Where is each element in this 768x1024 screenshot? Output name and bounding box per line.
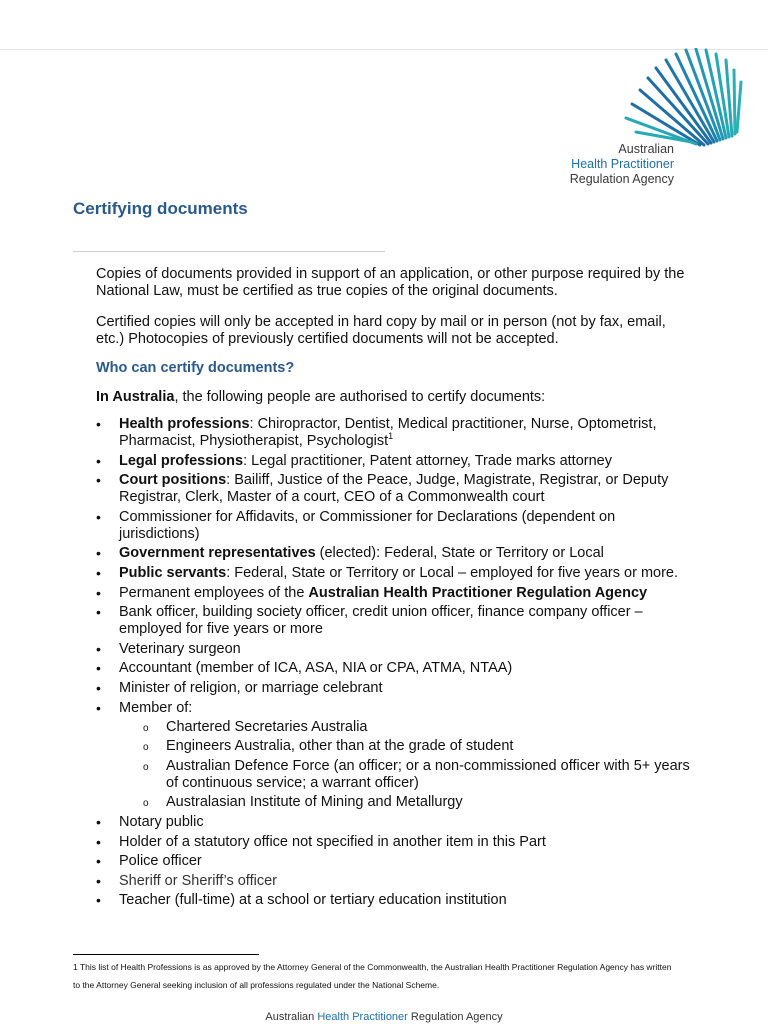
list-item-bold: Public servants — [119, 564, 227, 581]
list-item — [96, 585, 696, 602]
footer-part-2: Health Practitioner — [317, 1011, 408, 1023]
list-item-text: Minister of religion, or marriage celebrant — [119, 679, 383, 696]
paragraph-2: Certified copies will only be accepted in hard copy by mail or in person (not by fax, email, etc.) Photocopies of previously certified documents will not be accepted. — [96, 314, 666, 347]
footnote-divider — [73, 954, 259, 955]
sub-list-item: o Australian Defence Force (an officer; or a non-commissioned officer with 5+ years of continuous service; a warrant officer) — [119, 758, 696, 792]
footnote-ref: 1 — [388, 431, 394, 442]
logo-line-3: Regulation Agency — [569, 172, 674, 186]
intro-bold: In Australia — [96, 389, 175, 405]
list-item-text: Police officer — [119, 853, 202, 870]
title-divider — [73, 251, 385, 252]
list-item-text: Holder of a statutory office not specified in another item in this Part — [119, 833, 546, 850]
list-item-text: Notary public — [119, 813, 204, 830]
ahpra-logo — [570, 48, 750, 190]
list-item-text: Commissioner for Affidavits, or Commissioner for Declarations (dependent on jurisdictions) — [119, 508, 616, 542]
list-item — [96, 545, 696, 562]
logo-line-1: Australian — [618, 142, 674, 156]
footer-part-3: Regulation Agency — [407, 1011, 503, 1023]
list-item-text: Veterinary surgeon — [119, 640, 241, 657]
list-item-text: Bank officer, building society officer, credit union officer, finance company officer – employed for five years or more — [119, 604, 643, 638]
list-item-bold: Health professions — [119, 416, 250, 432]
list-item — [96, 641, 696, 658]
list-item-text: Teacher (full-time) at a school or tertiary education institution — [119, 892, 507, 909]
list-item — [96, 416, 696, 450]
list-item — [96, 834, 696, 851]
list-item-bold: Legal professions — [119, 452, 244, 469]
list-item-text: : Chiropractor, Dentist, Medical practitioner, Nurse, Optometrist, Pharmacist, Physiotherapist, Psychologist — [119, 416, 657, 449]
list-item — [96, 814, 696, 831]
list-item — [96, 509, 696, 543]
list-item-text: Member of: — [119, 699, 193, 716]
list-item — [96, 853, 696, 870]
list-item — [96, 892, 696, 909]
certifier-list — [96, 416, 696, 909]
sub-list-item: o Chartered Secretaries Australia — [119, 719, 696, 736]
list-item — [96, 680, 696, 697]
logo-line-2: Health Practitioner — [571, 157, 674, 171]
list-item — [96, 660, 696, 677]
list-item — [96, 604, 696, 638]
list-item-bold: Court positions — [119, 472, 227, 489]
list-item-text: Accountant (member of ICA, ASA, NIA or CPA, ATMA, NTAA) — [119, 660, 513, 677]
list-item-bold: Australian Health Practitioner Regulation Agency — [308, 584, 648, 601]
list-item — [96, 453, 696, 470]
footnote: 1 This list of Health Professions is as approved by the Attorney General of the Commonwealth, the Australian Health Practitioner Regulation Agency has written to the Attorney General seeking inclusion of all professions regulated under the National Scheme. — [73, 962, 672, 990]
list-item-text: : Federal, State or Territory or Local – employed for five years or more. — [226, 564, 679, 581]
intro-rest: , the following people are authorised to certify documents: — [174, 389, 546, 405]
list-item — [96, 565, 696, 582]
list-item-bold: Government representatives — [119, 545, 316, 562]
radiating-lines-icon — [596, 48, 746, 152]
document-body — [96, 266, 696, 912]
page-title: Certifying documents — [73, 199, 248, 218]
page-footer — [0, 1011, 768, 1023]
list-item-text: (elected): Federal, State or Territory or Local — [315, 545, 604, 562]
list-item-text: : Legal practitioner, Patent attorney, Trade marks attorney — [243, 452, 612, 469]
list-item — [96, 472, 696, 506]
sub-list-item: o Engineers Australia, other than at the grade of student — [119, 738, 696, 755]
list-item — [96, 873, 696, 890]
section-heading: Who can certify documents? — [96, 360, 295, 376]
list-item — [96, 700, 696, 812]
paragraph-1: Copies of documents provided in support of an application, or other purpose required by the National Law, must be certified as true copies of the original documents. — [96, 266, 685, 299]
list-item-text: Sheriff or Sheriff’s officer — [119, 872, 277, 889]
member-of-list — [119, 719, 696, 812]
list-item-text: : Bailiff, Justice of the Peace, Judge, Magistrate, Registrar, or Deputy Registrar, Clerk, Master of a court, CEO of a Commonwealth court — [119, 472, 669, 506]
intro-line — [96, 389, 696, 406]
list-item-text: Permanent employees of the — [119, 584, 309, 601]
footer-part-1: Australian — [265, 1011, 318, 1023]
sub-list-item: o Australasian Institute of Mining and Metallurgy — [119, 794, 696, 811]
